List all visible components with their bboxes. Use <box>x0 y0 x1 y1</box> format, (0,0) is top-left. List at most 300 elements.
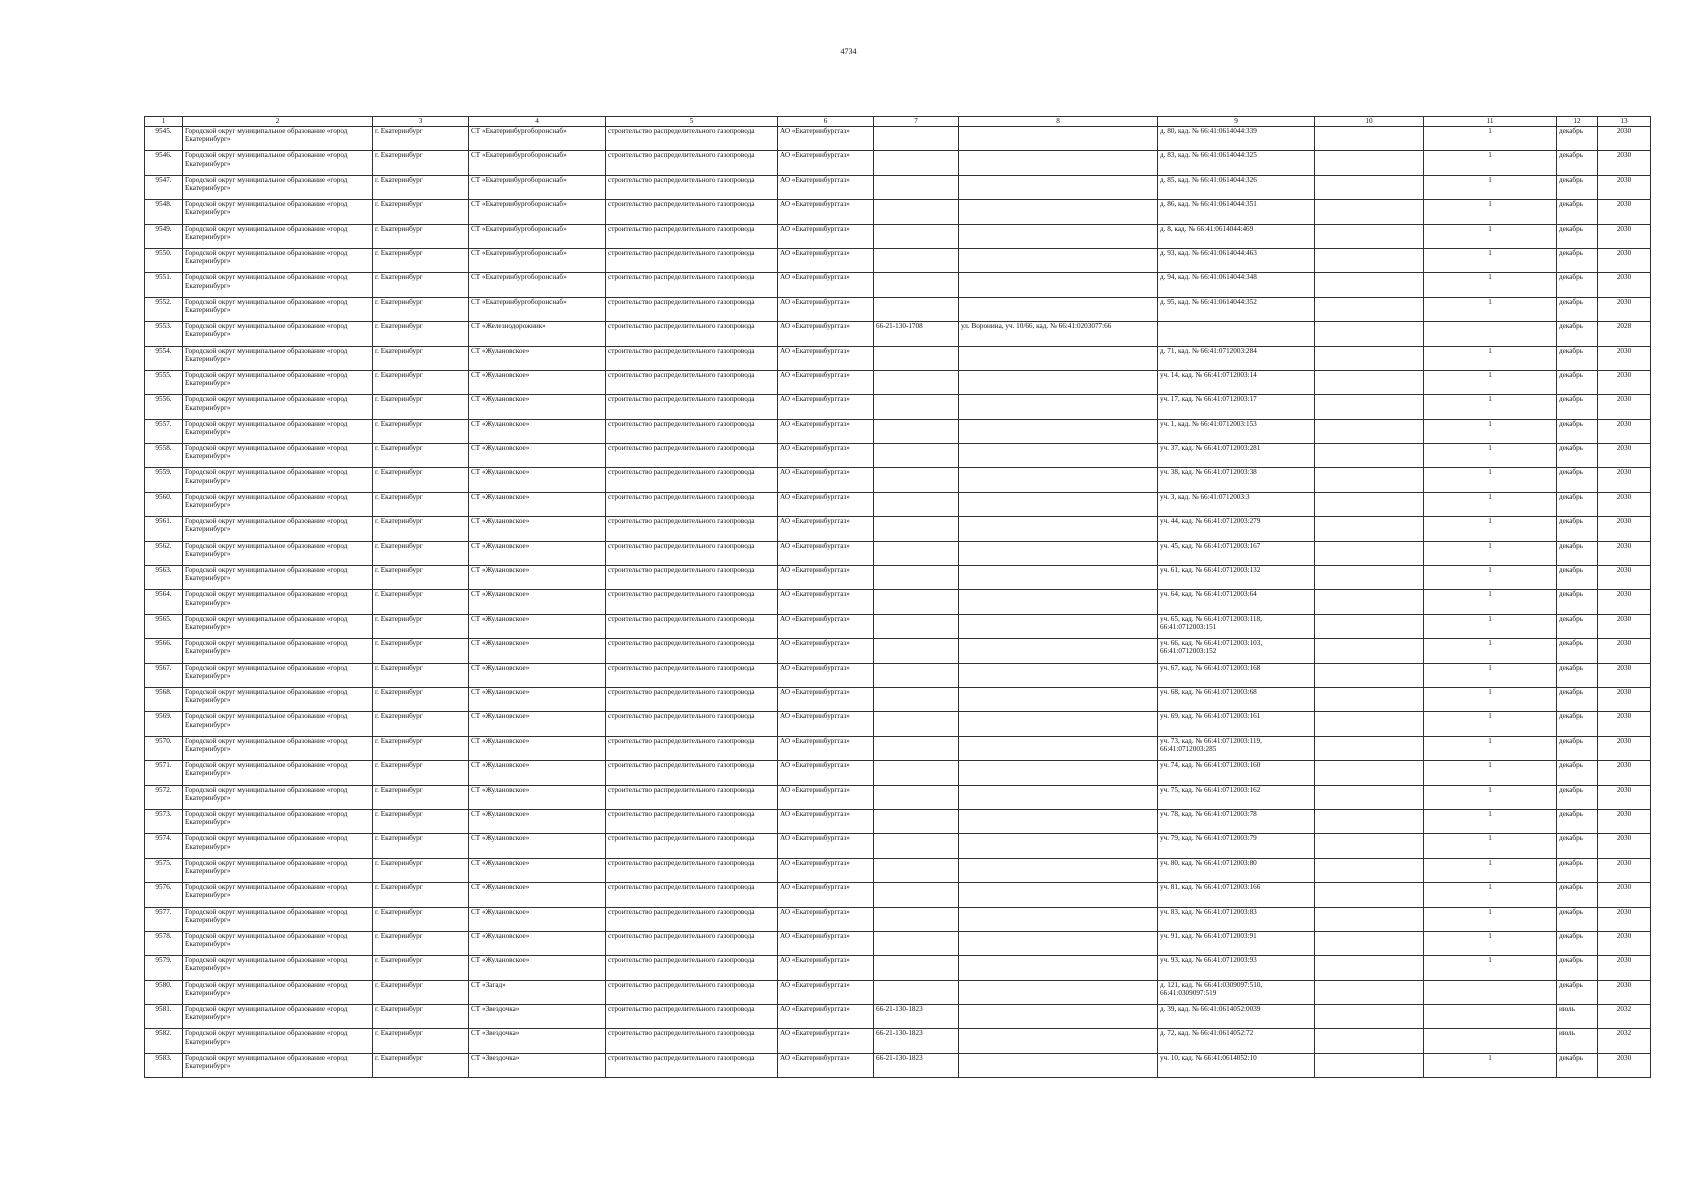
table-cell-col-10 <box>1315 956 1424 980</box>
table-cell-col-5: строительство распределительного газопровода <box>606 907 778 931</box>
table-cell-col-6: АО «Екатеринбурггаз» <box>778 614 874 638</box>
table-cell-col-12: декабрь <box>1557 444 1598 468</box>
table-cell-col-7 <box>874 663 959 687</box>
table-cell-col-6: АО «Екатеринбурггаз» <box>778 200 874 224</box>
table-cell-col-10 <box>1315 736 1424 760</box>
table-cell-col-10 <box>1315 980 1424 1004</box>
table-cell-col-7 <box>874 492 959 516</box>
table-cell-col-2: Городской округ муниципальное образование «город Екатеринбург» <box>183 492 373 516</box>
table-cell-col-11: 1 <box>1424 370 1557 394</box>
table-row <box>145 687 1651 711</box>
table-cell-col-1: 9545. <box>145 127 183 151</box>
table-cell-col-2: Городской округ муниципальное образование «город Екатеринбург» <box>183 248 373 272</box>
table-cell-col-7 <box>874 956 959 980</box>
table-cell-col-5: строительство распределительного газопровода <box>606 248 778 272</box>
table-cell-col-2: Городской округ муниципальное образование «город Екатеринбург» <box>183 980 373 1004</box>
table-cell-col-8 <box>959 224 1158 248</box>
table-cell-col-13: 2030 <box>1598 444 1651 468</box>
table-cell-col-10 <box>1315 151 1424 175</box>
table-cell-col-1: 9557. <box>145 419 183 443</box>
table-cell-col-9: уч. 1, кад. № 66:41:0712003:153 <box>1158 419 1315 443</box>
table-cell-col-4: СТ «Жулановское» <box>469 566 606 590</box>
table-cell-col-5: строительство распределительного газопровода <box>606 322 778 346</box>
column-header-7: 7 <box>874 117 959 127</box>
table-row <box>145 858 1651 882</box>
table-cell-col-5: строительство распределительного газопровода <box>606 883 778 907</box>
table-cell-col-6: АО «Екатеринбурггаз» <box>778 175 874 199</box>
table-row <box>145 834 1651 858</box>
table-cell-col-3: г. Екатеринбург <box>373 370 469 394</box>
table-cell-col-8 <box>959 297 1158 321</box>
table-cell-col-9: уч. 93, кад. № 66:41:0712003:93 <box>1158 956 1315 980</box>
table-cell-col-11: 1 <box>1424 273 1557 297</box>
table-cell-col-5: строительство распределительного газопровода <box>606 370 778 394</box>
table-cell-col-4: СТ «Екатеринбургоборонснаб» <box>469 297 606 321</box>
table-cell-col-4: СТ «Жулановское» <box>469 614 606 638</box>
table-cell-col-3: г. Екатеринбург <box>373 127 469 151</box>
table-cell-col-10 <box>1315 492 1424 516</box>
table-cell-col-6: АО «Екатеринбурггаз» <box>778 712 874 736</box>
table-cell-col-11 <box>1424 1005 1557 1029</box>
table-cell-col-11: 1 <box>1424 712 1557 736</box>
table-cell-col-11: 1 <box>1424 1053 1557 1077</box>
table-cell-col-3: г. Екатеринбург <box>373 517 469 541</box>
table-cell-col-11 <box>1424 1029 1557 1053</box>
table-cell-col-2: Городской округ муниципальное образование «город Екатеринбург» <box>183 419 373 443</box>
table-cell-col-3: г. Екатеринбург <box>373 419 469 443</box>
table-cell-col-10 <box>1315 322 1424 346</box>
table-cell-col-11: 1 <box>1424 639 1557 663</box>
table-cell-col-5: строительство распределительного газопровода <box>606 297 778 321</box>
table-cell-col-7 <box>874 590 959 614</box>
table-cell-col-13: 2030 <box>1598 761 1651 785</box>
table-cell-col-4: СТ «Жулановское» <box>469 444 606 468</box>
table-cell-col-5: строительство распределительного газопровода <box>606 761 778 785</box>
table-cell-col-3: г. Екатеринбург <box>373 322 469 346</box>
table-cell-col-13: 2030 <box>1598 273 1651 297</box>
table-cell-col-2: Городской округ муниципальное образование «город Екатеринбург» <box>183 395 373 419</box>
table-cell-col-1: 9554. <box>145 346 183 370</box>
table-cell-col-1: 9564. <box>145 590 183 614</box>
table-cell-col-8 <box>959 980 1158 1004</box>
table-cell-col-2: Городской округ муниципальное образование «город Екатеринбург» <box>183 761 373 785</box>
table-cell-col-3: г. Екатеринбург <box>373 1053 469 1077</box>
table-cell-col-3: г. Екатеринбург <box>373 761 469 785</box>
table-cell-col-8 <box>959 395 1158 419</box>
table-cell-col-11: 1 <box>1424 468 1557 492</box>
table-cell-col-12: декабрь <box>1557 1053 1598 1077</box>
table-cell-col-2: Городской округ муниципальное образование «город Екатеринбург» <box>183 175 373 199</box>
table-cell-col-7 <box>874 395 959 419</box>
table-cell-col-3: г. Екатеринбург <box>373 809 469 833</box>
table-cell-col-3: г. Екатеринбург <box>373 980 469 1004</box>
table-cell-col-6: АО «Екатеринбурггаз» <box>778 834 874 858</box>
table-cell-col-12: декабрь <box>1557 127 1598 151</box>
table-cell-col-1: 9550. <box>145 248 183 272</box>
table-cell-col-8 <box>959 712 1158 736</box>
table-cell-col-13: 2030 <box>1598 614 1651 638</box>
table-cell-col-12: декабрь <box>1557 200 1598 224</box>
table-cell-col-3: г. Екатеринбург <box>373 663 469 687</box>
table-cell-col-9: уч. 10, кад. № 66:41:0614052:10 <box>1158 1053 1315 1077</box>
table-cell-col-2: Городской округ муниципальное образование «город Екатеринбург» <box>183 883 373 907</box>
table-cell-col-13: 2030 <box>1598 224 1651 248</box>
table-cell-col-1: 9573. <box>145 809 183 833</box>
table-cell-col-12: декабрь <box>1557 297 1598 321</box>
table-cell-col-2: Городской округ муниципальное образование «город Екатеринбург» <box>183 224 373 248</box>
table-cell-col-5: строительство распределительного газопровода <box>606 785 778 809</box>
table-cell-col-12: декабрь <box>1557 346 1598 370</box>
table-cell-col-9: д. 93, кад. № 66:41:0614044:463 <box>1158 248 1315 272</box>
table-cell-col-7 <box>874 639 959 663</box>
table-cell-col-9: уч. 78, кад. № 66:41:0712003:78 <box>1158 809 1315 833</box>
table-cell-col-8 <box>959 1005 1158 1029</box>
table-cell-col-13: 2030 <box>1598 175 1651 199</box>
table-cell-col-4: СТ «Жулановское» <box>469 541 606 565</box>
table-cell-col-5: строительство распределительного газопровода <box>606 614 778 638</box>
table-cell-col-10 <box>1315 566 1424 590</box>
table-cell-col-7 <box>874 980 959 1004</box>
table-cell-col-6: АО «Екатеринбурггаз» <box>778 687 874 711</box>
table-cell-col-13: 2030 <box>1598 883 1651 907</box>
table-cell-col-8 <box>959 614 1158 638</box>
table-cell-col-9: уч. 65, кад. № 66:41:0712003:118, 66:41:0712003:151 <box>1158 614 1315 638</box>
table-cell-col-1: 9571. <box>145 761 183 785</box>
table-cell-col-10 <box>1315 419 1424 443</box>
table-cell-col-7 <box>874 761 959 785</box>
table-cell-col-1: 9577. <box>145 907 183 931</box>
table-cell-col-7 <box>874 346 959 370</box>
table-cell-col-11: 1 <box>1424 614 1557 638</box>
table-cell-col-9: д. 72, кад. № 66:41:0614052:72 <box>1158 1029 1315 1053</box>
table-cell-col-7 <box>874 712 959 736</box>
table-cell-col-7 <box>874 419 959 443</box>
table-cell-col-5: строительство распределительного газопровода <box>606 175 778 199</box>
table-cell-col-5: строительство распределительного газопровода <box>606 224 778 248</box>
table-cell-col-4: СТ «Жулановское» <box>469 395 606 419</box>
table-cell-col-3: г. Екатеринбург <box>373 395 469 419</box>
table-cell-col-8 <box>959 907 1158 931</box>
table-cell-col-4: СТ «Звездочка» <box>469 1053 606 1077</box>
table-cell-col-4: СТ «Звездочка» <box>469 1029 606 1053</box>
table-cell-col-6: АО «Екатеринбурггаз» <box>778 956 874 980</box>
table-cell-col-13: 2030 <box>1598 785 1651 809</box>
table-cell-col-12: декабрь <box>1557 175 1598 199</box>
table-cell-col-1: 9574. <box>145 834 183 858</box>
table-cell-col-3: г. Екатеринбург <box>373 541 469 565</box>
table-cell-col-4: СТ «Екатеринбургоборонснаб» <box>469 224 606 248</box>
table-cell-col-12: декабрь <box>1557 395 1598 419</box>
table-cell-col-9: уч. 80, кад. № 66:41:0712003:80 <box>1158 858 1315 882</box>
table-cell-col-2: Городской округ муниципальное образование «город Екатеринбург» <box>183 1005 373 1029</box>
table-cell-col-2: Городской округ муниципальное образование «город Екатеринбург» <box>183 614 373 638</box>
table-cell-col-7 <box>874 468 959 492</box>
table-cell-col-10 <box>1315 273 1424 297</box>
table-row <box>145 419 1651 443</box>
table-cell-col-8 <box>959 785 1158 809</box>
table-cell-col-8 <box>959 127 1158 151</box>
table-cell-col-11: 1 <box>1424 687 1557 711</box>
table-cell-col-3: г. Екатеринбург <box>373 639 469 663</box>
table-cell-col-10 <box>1315 517 1424 541</box>
table-cell-col-1: 9558. <box>145 444 183 468</box>
table-cell-col-13: 2028 <box>1598 322 1651 346</box>
table-cell-col-13: 2030 <box>1598 809 1651 833</box>
column-header-10: 10 <box>1315 117 1424 127</box>
table-cell-col-8 <box>959 590 1158 614</box>
table-cell-col-5: строительство распределительного газопровода <box>606 419 778 443</box>
table-cell-col-5: строительство распределительного газопровода <box>606 566 778 590</box>
table-cell-col-8 <box>959 1029 1158 1053</box>
table-cell-col-7 <box>874 517 959 541</box>
table-cell-col-9: уч. 69, кад. № 66:41:0712003:161 <box>1158 712 1315 736</box>
table-cell-col-3: г. Екатеринбург <box>373 956 469 980</box>
table-cell-col-9: д. 121, кад. № 66:41:0309097:510, 66:41:0309097:519 <box>1158 980 1315 1004</box>
table-cell-col-1: 9560. <box>145 492 183 516</box>
table-cell-col-7 <box>874 127 959 151</box>
table-cell-col-7 <box>874 931 959 955</box>
table-cell-col-11: 1 <box>1424 907 1557 931</box>
table-cell-col-13: 2030 <box>1598 297 1651 321</box>
table-cell-col-9: уч. 67, кад. № 66:41:0712003:168 <box>1158 663 1315 687</box>
table-cell-col-11: 1 <box>1424 248 1557 272</box>
table-cell-col-7 <box>874 248 959 272</box>
table-cell-col-7 <box>874 297 959 321</box>
table-cell-col-1: 9566. <box>145 639 183 663</box>
table-cell-col-2: Городской округ муниципальное образование «город Екатеринбург» <box>183 736 373 760</box>
table-cell-col-9: уч. 3, кад. № 66:41:0712003:3 <box>1158 492 1315 516</box>
table-cell-col-5: строительство распределительного газопровода <box>606 200 778 224</box>
table-cell-col-11: 1 <box>1424 883 1557 907</box>
table-cell-col-1: 9572. <box>145 785 183 809</box>
table-cell-col-2: Городской округ муниципальное образование «город Екатеринбург» <box>183 858 373 882</box>
table-cell-col-11: 1 <box>1424 297 1557 321</box>
table-cell-col-5: строительство распределительного газопровода <box>606 346 778 370</box>
table-cell-col-13: 2030 <box>1598 492 1651 516</box>
table-cell-col-7 <box>874 883 959 907</box>
table-row <box>145 248 1651 272</box>
table-cell-col-3: г. Екатеринбург <box>373 200 469 224</box>
table-cell-col-3: г. Екатеринбург <box>373 566 469 590</box>
table-cell-col-6: АО «Екатеринбурггаз» <box>778 566 874 590</box>
table-cell-col-4: СТ «Жулановское» <box>469 883 606 907</box>
table-row <box>145 151 1651 175</box>
table-cell-col-6: АО «Екатеринбурггаз» <box>778 151 874 175</box>
table-cell-col-2: Городской округ муниципальное образование «город Екатеринбург» <box>183 663 373 687</box>
table-cell-col-6: АО «Екатеринбурггаз» <box>778 883 874 907</box>
table-cell-col-4: СТ «Екатеринбургоборонснаб» <box>469 151 606 175</box>
table-cell-col-4: СТ «Жулановское» <box>469 639 606 663</box>
table-cell-col-8 <box>959 468 1158 492</box>
table-cell-col-1: 9549. <box>145 224 183 248</box>
table-cell-col-9: д. 94, кад. № 66:41:0614044:348 <box>1158 273 1315 297</box>
table-cell-col-10 <box>1315 297 1424 321</box>
table-cell-col-11: 1 <box>1424 663 1557 687</box>
table-cell-col-6: АО «Екатеринбурггаз» <box>778 346 874 370</box>
table-row <box>145 322 1651 346</box>
table-cell-col-10 <box>1315 541 1424 565</box>
table-cell-col-8 <box>959 248 1158 272</box>
table-cell-col-5: строительство распределительного газопровода <box>606 809 778 833</box>
table-cell-col-4: СТ «Екатеринбургоборонснаб» <box>469 127 606 151</box>
table-cell-col-12: декабрь <box>1557 322 1598 346</box>
table-cell-col-11: 1 <box>1424 736 1557 760</box>
table-row <box>145 127 1651 151</box>
table-cell-col-6: АО «Екатеринбурггаз» <box>778 444 874 468</box>
table-cell-col-8 <box>959 809 1158 833</box>
table-cell-col-4: СТ «Жулановское» <box>469 907 606 931</box>
table-cell-col-8 <box>959 273 1158 297</box>
table-cell-col-5: строительство распределительного газопровода <box>606 1005 778 1029</box>
table-row <box>145 297 1651 321</box>
table-cell-col-1: 9579. <box>145 956 183 980</box>
table-cell-col-5: строительство распределительного газопровода <box>606 980 778 1004</box>
table-cell-col-1: 9562. <box>145 541 183 565</box>
table-row <box>145 663 1651 687</box>
table-cell-col-12: декабрь <box>1557 566 1598 590</box>
table-cell-col-6: АО «Екатеринбурггаз» <box>778 785 874 809</box>
table-cell-col-1: 9548. <box>145 200 183 224</box>
table-cell-col-12: декабрь <box>1557 809 1598 833</box>
table-cell-col-10 <box>1315 444 1424 468</box>
table-cell-col-8 <box>959 492 1158 516</box>
column-header-5: 5 <box>606 117 778 127</box>
table-cell-col-2: Городской округ муниципальное образование «город Екатеринбург» <box>183 541 373 565</box>
table-cell-col-8 <box>959 1053 1158 1077</box>
table-cell-col-3: г. Екатеринбург <box>373 468 469 492</box>
table-cell-col-2: Городской округ муниципальное образование «город Екатеринбург» <box>183 907 373 931</box>
table-cell-col-12: декабрь <box>1557 590 1598 614</box>
table-cell-col-13: 2030 <box>1598 370 1651 394</box>
table-cell-col-13: 2030 <box>1598 566 1651 590</box>
table-cell-col-8 <box>959 566 1158 590</box>
table-cell-col-2: Городской округ муниципальное образование «город Екатеринбург» <box>183 1029 373 1053</box>
table-cell-col-6: АО «Екатеринбурггаз» <box>778 370 874 394</box>
table-cell-col-6: АО «Екатеринбурггаз» <box>778 322 874 346</box>
table-cell-col-4: СТ «Жулановское» <box>469 809 606 833</box>
table-cell-col-3: г. Екатеринбург <box>373 614 469 638</box>
table-cell-col-12: декабрь <box>1557 273 1598 297</box>
table-cell-col-9: д. 95, кад. № 66:41:0614044:352 <box>1158 297 1315 321</box>
table-cell-col-5: строительство распределительного газопровода <box>606 151 778 175</box>
table-cell-col-13: 2030 <box>1598 200 1651 224</box>
table-cell-col-8 <box>959 687 1158 711</box>
column-header-3: 3 <box>373 117 469 127</box>
table-row <box>145 346 1651 370</box>
table-cell-col-4: СТ «Жулановское» <box>469 590 606 614</box>
table-cell-col-13: 2030 <box>1598 736 1651 760</box>
table-cell-col-12: декабрь <box>1557 736 1598 760</box>
table-cell-col-5: строительство распределительного газопровода <box>606 736 778 760</box>
table-cell-col-13: 2030 <box>1598 1053 1651 1077</box>
table-cell-col-3: г. Екатеринбург <box>373 248 469 272</box>
table-cell-col-9: уч. 44, кад. № 66:41:0712003:279 <box>1158 517 1315 541</box>
table-cell-col-10 <box>1315 395 1424 419</box>
table-cell-col-1: 9580. <box>145 980 183 1004</box>
table-cell-col-6: АО «Екатеринбурггаз» <box>778 517 874 541</box>
table-cell-col-5: строительство распределительного газопровода <box>606 273 778 297</box>
table-cell-col-3: г. Екатеринбург <box>373 1029 469 1053</box>
table-cell-col-5: строительство распределительного газопровода <box>606 1029 778 1053</box>
table-cell-col-6: АО «Екатеринбурггаз» <box>778 590 874 614</box>
table-cell-col-10 <box>1315 712 1424 736</box>
table-cell-col-9: уч. 75, кад. № 66:41:0712003:162 <box>1158 785 1315 809</box>
table-cell-col-4: СТ «Жулановское» <box>469 931 606 955</box>
table-cell-col-11: 1 <box>1424 175 1557 199</box>
table-cell-col-10 <box>1315 224 1424 248</box>
table-cell-col-10 <box>1315 639 1424 663</box>
table-cell-col-7 <box>874 687 959 711</box>
table-cell-col-13: 2030 <box>1598 687 1651 711</box>
table-cell-col-12: декабрь <box>1557 761 1598 785</box>
table-cell-col-10 <box>1315 858 1424 882</box>
table-cell-col-11: 1 <box>1424 931 1557 955</box>
table-cell-col-6: АО «Екатеринбурггаз» <box>778 1029 874 1053</box>
table-cell-col-9: уч. 79, кад. № 66:41:0712003:79 <box>1158 834 1315 858</box>
table-cell-col-5: строительство распределительного газопровода <box>606 712 778 736</box>
table-cell-col-1: 9555. <box>145 370 183 394</box>
table-cell-col-7 <box>874 175 959 199</box>
table-cell-col-7 <box>874 834 959 858</box>
table-cell-col-11: 1 <box>1424 858 1557 882</box>
table-cell-col-4: СТ «Жулановское» <box>469 956 606 980</box>
table-cell-col-9: д. 83, кад. № 66:41:0614044:325 <box>1158 151 1315 175</box>
table-cell-col-1: 9582. <box>145 1029 183 1053</box>
table-cell-col-9: уч. 45, кад. № 66:41:0712003:167 <box>1158 541 1315 565</box>
table-cell-col-10 <box>1315 200 1424 224</box>
table-cell-col-6: АО «Екатеринбурггаз» <box>778 273 874 297</box>
table-cell-col-11: 1 <box>1424 200 1557 224</box>
column-header-8: 8 <box>959 117 1158 127</box>
table-cell-col-13: 2030 <box>1598 517 1651 541</box>
table-cell-col-13: 2030 <box>1598 468 1651 492</box>
table-cell-col-4: СТ «Жулановское» <box>469 687 606 711</box>
table-cell-col-4: СТ «Жулановское» <box>469 736 606 760</box>
table-cell-col-8 <box>959 346 1158 370</box>
table-cell-col-8 <box>959 175 1158 199</box>
table-cell-col-3: г. Екатеринбург <box>373 712 469 736</box>
table-cell-col-8 <box>959 858 1158 882</box>
table-cell-col-8 <box>959 517 1158 541</box>
table-cell-col-9: уч. 38, кад. № 66:41:0712003:38 <box>1158 468 1315 492</box>
table-cell-col-13: 2030 <box>1598 907 1651 931</box>
table-cell-col-3: г. Екатеринбург <box>373 224 469 248</box>
table-row <box>145 1005 1651 1029</box>
table-row <box>145 907 1651 931</box>
table-cell-col-12: декабрь <box>1557 151 1598 175</box>
table-cell-col-3: г. Екатеринбург <box>373 444 469 468</box>
table-cell-col-1: 9561. <box>145 517 183 541</box>
table-row <box>145 785 1651 809</box>
table-cell-col-2: Городской округ муниципальное образование «город Екатеринбург» <box>183 273 373 297</box>
table-cell-col-8 <box>959 834 1158 858</box>
table-cell-col-9: д. 71, кад. № 66:41:0712003:284 <box>1158 346 1315 370</box>
table-cell-col-11: 1 <box>1424 785 1557 809</box>
table-cell-col-13: 2030 <box>1598 248 1651 272</box>
table-cell-col-2: Городской округ муниципальное образование «город Екатеринбург» <box>183 687 373 711</box>
column-header-4: 4 <box>469 117 606 127</box>
table-cell-col-12: декабрь <box>1557 614 1598 638</box>
table-cell-col-5: строительство распределительного газопровода <box>606 1053 778 1077</box>
table-cell-col-5: строительство распределительного газопровода <box>606 834 778 858</box>
table-cell-col-6: АО «Екатеринбурггаз» <box>778 1053 874 1077</box>
table-row <box>145 614 1651 638</box>
table-cell-col-8 <box>959 200 1158 224</box>
table-cell-col-7 <box>874 370 959 394</box>
table-cell-col-12: декабрь <box>1557 639 1598 663</box>
table-cell-col-6: АО «Екатеринбурггаз» <box>778 468 874 492</box>
table-cell-col-13: 2030 <box>1598 712 1651 736</box>
